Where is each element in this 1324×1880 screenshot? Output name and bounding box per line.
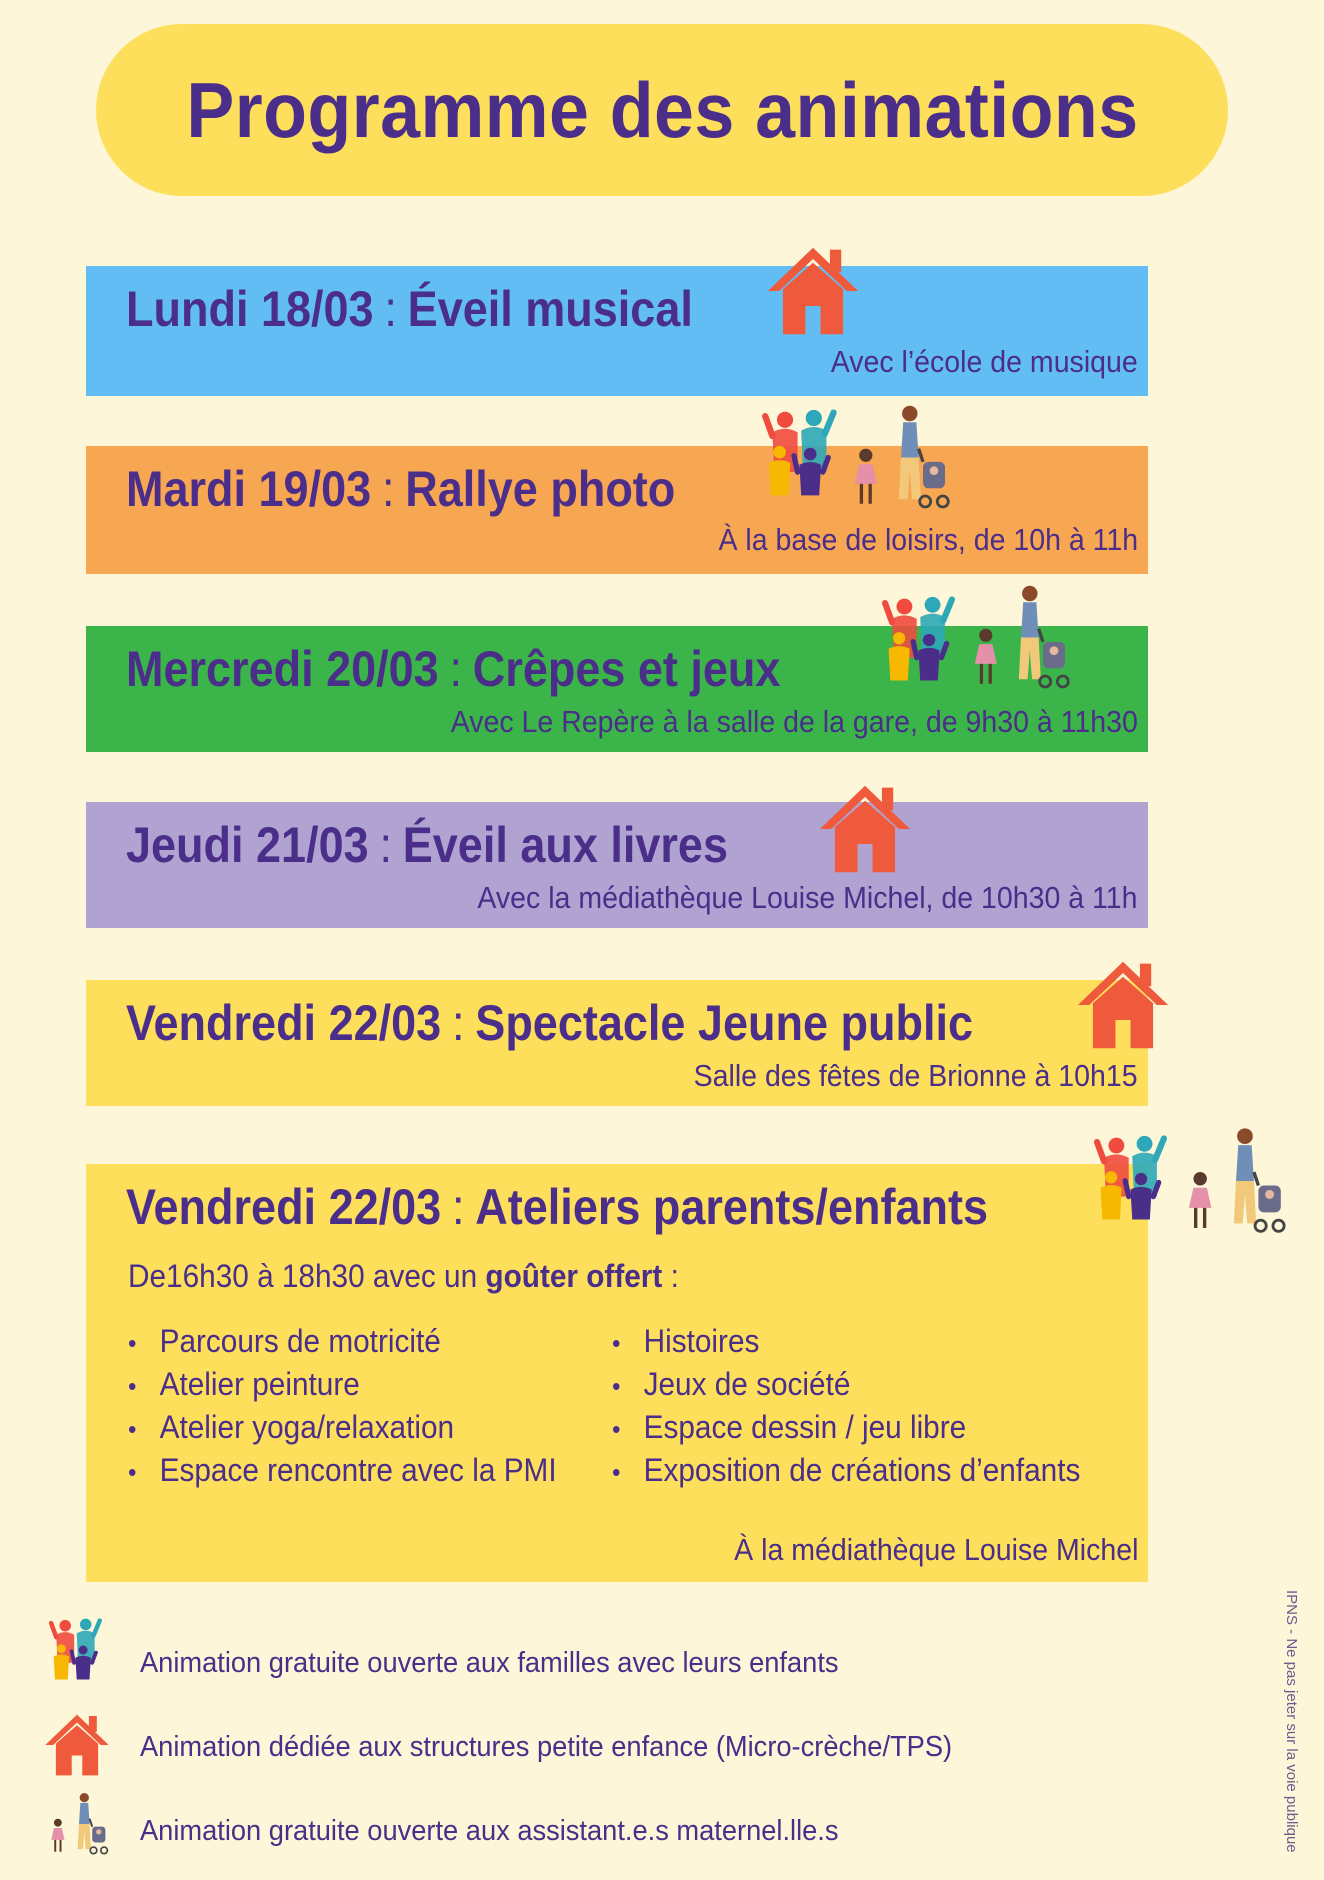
event-heading bbox=[126, 640, 780, 698]
list-item: • Atelier yoga/relaxation bbox=[128, 1406, 557, 1449]
family-icon bbox=[1090, 1122, 1178, 1236]
event-separator: : bbox=[451, 995, 465, 1051]
event-day: Vendredi 22/03 bbox=[126, 995, 442, 1051]
event-separator: : bbox=[381, 461, 395, 517]
event-separator: : bbox=[379, 817, 392, 873]
event-heading bbox=[126, 994, 973, 1052]
house-icon bbox=[1076, 958, 1170, 1052]
workshop-band bbox=[86, 1164, 1148, 1582]
event-activity: Rallye photo bbox=[405, 461, 676, 517]
ipns-note: IPNS - Ne pas jeter sur la voie publique bbox=[1283, 1590, 1300, 1853]
workshop-intro-prefix: De16h30 à 18h30 avec un bbox=[128, 1258, 486, 1294]
nanny-icon bbox=[1180, 1122, 1292, 1240]
event-detail: Avec l’école de musique bbox=[830, 344, 1138, 379]
workshop-intro-bold: goûter offert bbox=[485, 1258, 663, 1294]
workshop-intro bbox=[128, 1258, 679, 1295]
workshop-separator: : bbox=[451, 1179, 465, 1235]
event-heading bbox=[126, 460, 675, 518]
list-item: • Exposition de créations d’enfants bbox=[612, 1449, 1080, 1492]
event-day: Lundi 18/03 bbox=[126, 281, 374, 337]
workshop-list-right bbox=[612, 1320, 1116, 1492]
list-item: • Espace rencontre avec la PMI bbox=[128, 1449, 557, 1492]
workshop-location: À la médiathèque Louise Michel bbox=[733, 1532, 1138, 1567]
workshop-heading bbox=[126, 1178, 988, 1236]
event-activity: Éveil musical bbox=[407, 281, 693, 337]
house-icon bbox=[818, 782, 912, 876]
nanny-icon bbox=[966, 580, 1076, 695]
event-heading bbox=[126, 280, 693, 338]
event-heading bbox=[126, 816, 728, 874]
event-activity: Crêpes et jeux bbox=[472, 641, 781, 697]
event-band-mardi bbox=[86, 446, 1148, 574]
list-item: • Jeux de société bbox=[612, 1363, 1080, 1406]
event-activity: Éveil aux livres bbox=[402, 817, 728, 873]
event-band-lundi bbox=[86, 266, 1148, 396]
list-item: • Atelier peinture bbox=[128, 1363, 557, 1406]
event-day: Jeudi 21/03 bbox=[126, 817, 369, 873]
event-separator: : bbox=[449, 641, 463, 697]
family-icon bbox=[46, 1610, 110, 1690]
family-icon bbox=[878, 584, 966, 696]
legend-family-text: Animation gratuite ouverte aux familles avec leurs enfants bbox=[140, 1647, 839, 1679]
workshop-list-left bbox=[128, 1320, 589, 1492]
page-title: Programme des animations bbox=[185, 65, 1139, 154]
event-band-vendredi-spectacle bbox=[86, 980, 1148, 1106]
list-item: • Espace dessin / jeu libre bbox=[612, 1406, 1080, 1449]
title-banner bbox=[96, 24, 1228, 196]
event-activity: Spectacle Jeune public bbox=[475, 995, 973, 1051]
event-separator: : bbox=[384, 281, 397, 337]
workshop-intro-suffix: : bbox=[662, 1258, 679, 1294]
event-day: Mardi 19/03 bbox=[126, 461, 372, 517]
legend-nanny-text: Animation gratuite ouverte aux assistant.e.s maternel.lle.s bbox=[140, 1815, 839, 1847]
house-icon bbox=[766, 244, 860, 338]
house-icon bbox=[44, 1712, 110, 1778]
nanny-icon bbox=[46, 1784, 112, 1864]
workshop-activity: Ateliers parents/enfants bbox=[475, 1179, 988, 1235]
event-band-jeudi bbox=[86, 802, 1148, 928]
legend-house-text: Animation dédiée aux structures petite enfance (Micro-crèche/TPS) bbox=[140, 1731, 953, 1763]
event-detail: Avec Le Repère à la salle de la gare, de 9h30 à 11h30 bbox=[450, 704, 1138, 739]
event-detail: Avec la médiathèque Louise Michel, de 10h30 à 11h bbox=[477, 880, 1138, 915]
event-day: Mercredi 20/03 bbox=[126, 641, 439, 697]
event-detail: Salle des fêtes de Brionne à 10h15 bbox=[694, 1058, 1138, 1093]
list-item: • Histoires bbox=[612, 1320, 1080, 1363]
family-icon bbox=[758, 398, 848, 510]
event-detail: À la base de loisirs, de 10h à 11h bbox=[718, 522, 1138, 557]
workshop-day: Vendredi 22/03 bbox=[126, 1179, 442, 1235]
nanny-icon bbox=[846, 400, 956, 515]
list-item: • Parcours de motricité bbox=[128, 1320, 557, 1363]
